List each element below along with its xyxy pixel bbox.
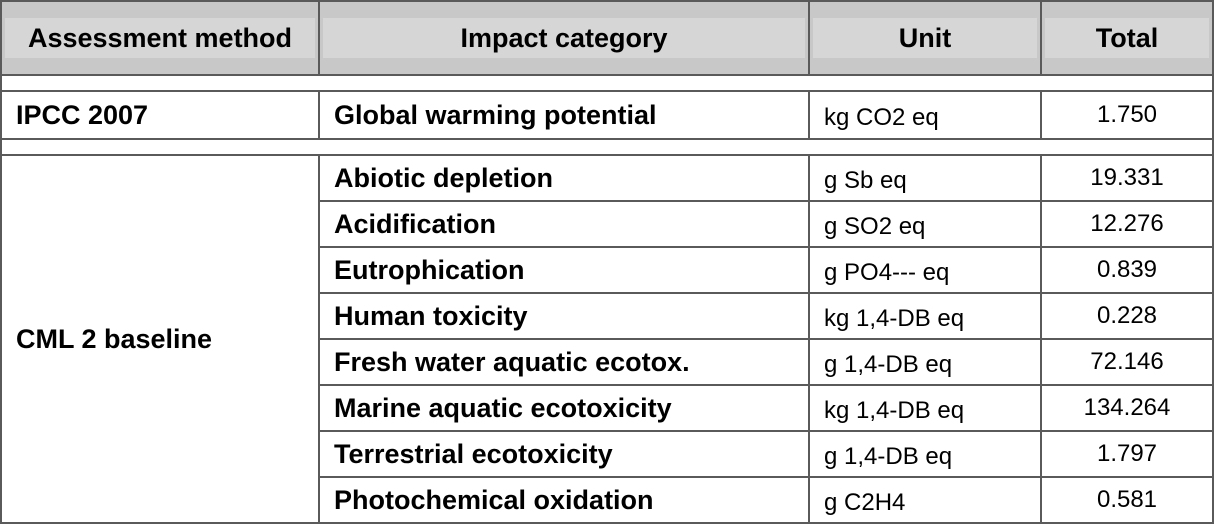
header-category: Impact category xyxy=(319,1,809,75)
category-cell: Eutrophication xyxy=(319,247,809,293)
category-cell: Fresh water aquatic ecotox. xyxy=(319,339,809,385)
total-cell: 12.276 xyxy=(1041,201,1213,247)
unit-cell: g 1,4-DB eq xyxy=(809,431,1041,477)
total-cell: 19.331 xyxy=(1041,155,1213,201)
header-unit: Unit xyxy=(809,1,1041,75)
category-cell: Terrestrial ecotoxicity xyxy=(319,431,809,477)
table-row xyxy=(1,91,1213,139)
header-method: Assessment method xyxy=(1,1,319,75)
total-cell: 1.797 xyxy=(1041,431,1213,477)
unit-cell: kg 1,4-DB eq xyxy=(809,293,1041,339)
unit-cell: g 1,4-DB eq xyxy=(809,339,1041,385)
header-row xyxy=(1,1,1213,75)
spacer-row xyxy=(1,139,1213,155)
category-cell: Human toxicity xyxy=(319,293,809,339)
total-cell: 0.581 xyxy=(1041,477,1213,523)
total-cell: 1.750 xyxy=(1041,91,1213,139)
unit-cell: g C2H4 xyxy=(809,477,1041,523)
method-cell: IPCC 2007 xyxy=(1,91,319,139)
method-cell: CML 2 baseline xyxy=(1,155,319,523)
category-cell: Photochemical oxidation xyxy=(319,477,809,523)
category-cell: Acidification xyxy=(319,201,809,247)
category-cell: Global warming potential xyxy=(319,91,809,139)
spacer-row xyxy=(1,75,1213,91)
header-total: Total xyxy=(1041,1,1213,75)
unit-cell: kg 1,4-DB eq xyxy=(809,385,1041,431)
total-cell: 0.228 xyxy=(1041,293,1213,339)
unit-cell: g PO4--- eq xyxy=(809,247,1041,293)
unit-cell: kg CO2 eq xyxy=(809,91,1041,139)
category-cell: Abiotic depletion xyxy=(319,155,809,201)
total-cell: 0.839 xyxy=(1041,247,1213,293)
category-cell: Marine aquatic ecotoxicity xyxy=(319,385,809,431)
unit-cell: g Sb eq xyxy=(809,155,1041,201)
total-cell: 72.146 xyxy=(1041,339,1213,385)
unit-cell: g SO2 eq xyxy=(809,201,1041,247)
table-row xyxy=(1,155,1213,201)
total-cell: 134.264 xyxy=(1041,385,1213,431)
